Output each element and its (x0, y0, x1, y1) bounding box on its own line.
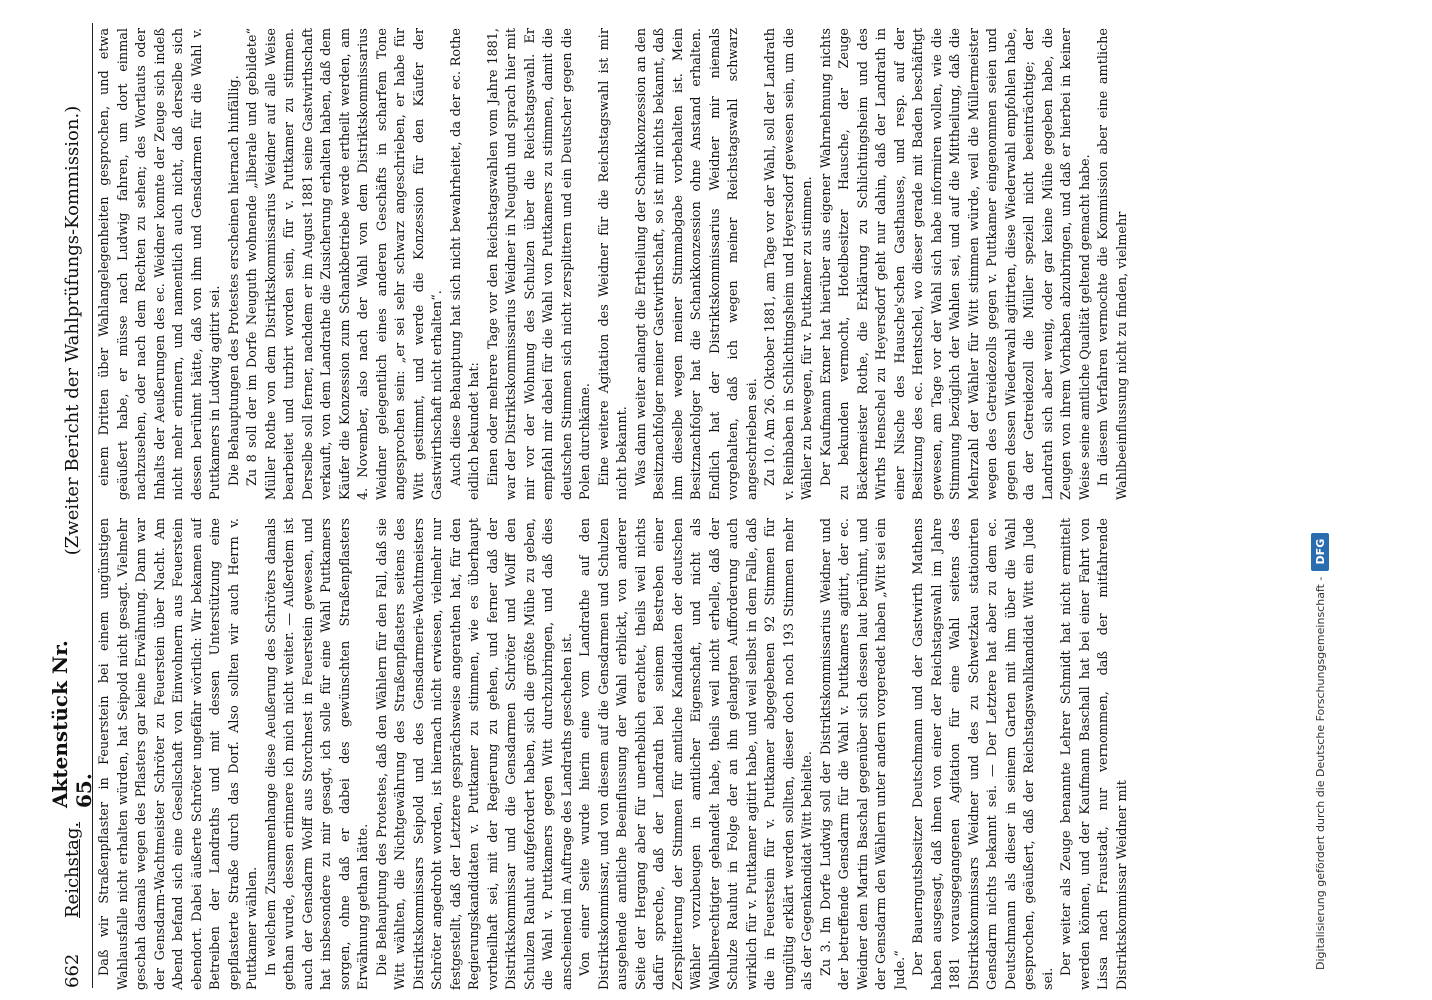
paragraph: Eine weitere Agitation des Weidner für die Reichstagswahl ist mir nicht bekannt. (596, 28, 630, 500)
paragraph: Der Kaufmann Exner hat hierüber aus eigener Wahrnehmung nichts zu bekunden vermocht, Hotelbesitzer Hausche, der Zeuge Bäckermeister Rothe, die Erklärung zu Schlichtingsheim und des Wirths Henschel zu Heyersdorf geht nur dahin, daß der Landrath in einer Nische des Hausche'schen Gasthauses, und resp. auf der Besitzung des ec. Hentschel, wo dieser gerade mit Baden beschäftigt gewesen, am Tage vor der Wahl sich habe informiren wollen, wie die Stimmung bezüglich der Wahlen sei, und auf die Mittheilung, daß die Mehrzahl der Wähler für Witt stimmen würde, weil die Müllermeister wegen des Getreidezolls gegen v. Puttkamer eingenommen seien und gegen dessen Wiederwahl agitirten, diese Wiederwahl empfohlen habe, da der Getreidezoll die Müller speziell nicht beeinträchtige; der Landrath sich aber wenig, oder gar keine Mühe gegeben habe, die Zeugen von ihrem Vorhaben abzubringen, und daß er hierbei in keiner Weise seine amtliche Qualität geltend gemacht habe. (818, 28, 1093, 500)
header-rule (92, 23, 93, 988)
paragraph: Daß wir Straßenpflaster in Feuerstein bei einem ungünstigen Wahlausfalle nicht erhalten würden, hat Seipold nicht gesagt. Vielmehr geschah dasmals wegen des Pflasters gar keine Erwähnung. Dann war der Gensdarm-Wachtmeister Schröter zu Feuerstein über Nacht. Am Abend befand sich eine Gesellschaft von Einwohnern aus Feuerstein ebendort. Dabei äußerte Schröter ungefähr wörtlich: Wir bekamen auf Betreiben der Landraths und mit dessen Unterstützung eine gepflasterte Straße durch das Dorf. Also sollten wir auch Herrn v. Puttkamer wählen. (97, 518, 260, 990)
paragraph: Von einer Seite wurde hierin eine vom Landrathe auf den Distriktskommissar, und von diesem auf die Gensdarmen und Schulzen ausgehende amtliche Beeinflussung der Wahl erblickt, von anderer Seite der Hergang aber für unerheblich erachtet, theils weil nichts dafür spreche, daß der Landrath bei seinem Bestreben einer Zersplitterung der Stimmen für amtliche Kandidaten der deutschen Wähler vorzubeugen in amtlicher Eigenschaft, und nicht als Wahlberechtigter gehandelt habe, theils weil nicht erhelle, daß der Schulze Rauhut in Folge der an ihn gelangten Aufforderung auch wirklich für v. Puttkamer agitirt habe, und weil selbst in dem Falle, daß die in Feuerstein für v. Puttkamer abgegebenen 92 Stimmen für ungültig erklärt werden sollten, dieser doch noch 193 Stimmen mehr als der Gegenkandidat Witt behielte. (578, 518, 815, 990)
left-column (96, 518, 1301, 990)
paragraph: Der weiter als Zeuge benannte Lehrer Schmidt hat nicht ermittelt werden können, und der Kaufmann Baschall hat bei einer Fahrt von Lissa nach Fraustadt, nur vernommen, daß der mitfahrende Distriktskommissar Weidner mit (1059, 518, 1130, 990)
paragraph: In welchem Zusammenhange diese Aeußerung des Schröters damals gethan wurde, dessen erinnere ich mich nicht weiter. — Außerdem ist auch der Gensdarm Wolff aus Storchnest in Feuerstein gewesen, und hat insbesondere zu mir gesagt, ich solle für eine Wahl Puttkamers sorgen, ohne daß er dabei des gewünschten Straßenpflasters Erwähnung gethan hätte. (263, 518, 371, 990)
section-label: Reichstag. (61, 821, 83, 918)
paragraph: Zu 3. Im Dorfe Ludwig soll der Distriktskommissarius Weidner und der betreffende Gensdarm für die Wahl v. Puttkamers agitirt, der ec. Weidner dem Martin Baschal gegenüber sich dessen laut berühmt, und der Gensdarm den Wählern unter andern vorgeredet haben „Witt sei ein Jude.“ (818, 518, 908, 990)
paragraph: Einen oder mehrere Tage vor den Reichstagswahlen vom Jahre 1881, war der Distriktskommissarius Weidner in Neuguth und sprach hier mit mir vor der Wohnung des Schulzen über die Reichstagswahl. Er empfahl mir dabei für die Wahl von Puttkamers zu stimmen, damit die deutschen Stimmen sich nicht zersplittern und ein Deutscher gegen die Polen durchkäme. (485, 28, 593, 500)
paragraph: einem Dritten über Wahlangelegenheiten gesprochen, und etwa geäußert habe, er müsse nach Ludwig fahren, um dort einmal nachzusehen, oder nach dem Rechten zu sehen; des Wortlauts oder Inhalts der Aeußerungen des ec. Weidner konnte der Zeuge sich indeß nicht mehr erinnern, und namentlich auch nicht, daß derselbe sich dessen berühmt hätte, daß von ihm und Gensdarmen für die Wahl v. Puttkamers in Ludwig agitirt sei. (97, 28, 223, 500)
page-number: 662 (61, 953, 83, 988)
paragraph: Zu 10. Am 26. Oktober 1881, am Tage vor der Wahl, soll der Landrath v. Reinbaben in Schlichtingsheim und Heyersdorf gewesen sein, um die Wähler zu bewegen, für v. Puttkamer zu stimmen. (763, 28, 815, 500)
dfg-logo: DFG (1311, 533, 1329, 571)
paragraph: Die Behauptungen des Protestes erscheinen hiernach hinfällig. (226, 75, 242, 486)
paragraph: Was dann weiter anlangt die Ertheilung der Schankkonzession an den Besitznachfolger meiner Gastwirthschaft, so ist mir nichts bekannt, daß ihm dieselbe wegen meiner Stimmabgabe vorbehalten ist. Mein Besitznachfolger hat die Schankkonzession ohne Anstand erhalten. Endlich hat der Distriktskommissarius Weidner mir niemals vorgehalten, daß ich wegen meiner Reichstagswahl schwarz angeschrieben sei. (633, 28, 760, 500)
right-column (96, 28, 1301, 500)
document-number: Aktenstück Nr. 65. (48, 640, 96, 808)
paragraph: Der Bauerngutsbesitzer Deutschmann und der Gastwirth Mathens haben ausgesagt, daß ihnen von einer der Reichstagswahl im Jahre 1881 vorausgegangenen Agitation für eine Wahl seitens des Distriktskommissars Weidner und des zu Schwetzkau stationirten Gensdarm nichts bekannt sei. — Der Letztere hat aber zu dem ec. Deutschmann als dieser in seinem Garten mit ihm über die Wahl gesprochen, geäußert, daß der Reichstagswahlkandidat Witt ein Jude sei. (911, 518, 1056, 990)
paragraph: Auch diese Behauptung hat sich nicht bewahrheitet, da der ec. Rothe eidlich bekundet hat: (448, 28, 482, 500)
paragraph: In diesem Verfahren vermochte die Kommission aber eine amtliche Wahlbeeinflussung nicht zu finden, vielmehr (1096, 28, 1130, 500)
paragraph: Die Behauptung des Protestes, daß den Wählern für den Fall, daß sie Witt wählten, die Nichtgewährung des Straßenpflasters seitens des Distriktskommissars Seipold und des Gensdarmerie-Wachtmeisters Schröter angedroht worden, ist hiernach nicht erwiesen, vielmehr nur festgestellt, daß der Letztere gesprächsweise angerathen hat, für den Regierungskandidaten v. Puttkamer zu stimmen, wie es überhaupt vortheilhaft sei, mit der Regierung zu gehen, und ferner daß der Distriktskommissar und die Gensdarmen Schröter und Wolff den Schulzen Rauhut aufgefordert haben, sich die größte Mühe zu geben, die Wahl v. Puttkamers gegen Witt durchzubringen, und daß dies anscheinend im Auftrage des Landraths geschehen ist. (374, 518, 575, 990)
paragraph: Zu 8 soll der im Dorfe Neuguth wohnende „liberale und gebildete“ Müller Rothe von dem Distriktskommissarius Weidner auf alle Weise bearbeitet und turbirt worden sein, für v. Puttkamer zu stimmen. Derselbe soll ferner, nachdem er im August 1881 seine Gastwirthschaft verkauft, von dem Landrathe die Zusicherung erhalten haben, daß dem Käufer die Konzession zum Schankbetriebe werde ertheilt werden, am 4. November, also nach der Wahl von dem Distriktskommissarius Weidner gelegentlich eines anderen Geschäfts in scharfem Tone angesprochen sein: „er sei sehr schwarz angeschrieben, er habe für Witt gestimmt, und werde die Konzession für den Käufer der Gastwirthschaft nicht erhalten“. (245, 28, 445, 500)
page-title: (Zweiter Bericht der Wahlprüfungs-Kommission.) (61, 105, 83, 556)
digitization-stamp (1308, 30, 1332, 970)
digitization-note: Digitalisierung gefördert durch die Deutsche Forschungsgemeinschaft - (1313, 576, 1327, 970)
page-header (48, 28, 96, 988)
